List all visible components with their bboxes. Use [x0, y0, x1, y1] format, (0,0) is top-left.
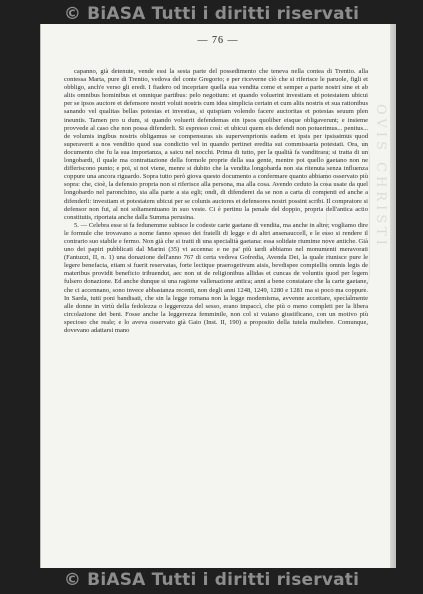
- watermark-text: OVIS CHRISTI: [373, 104, 388, 249]
- page-header: [40, 30, 396, 50]
- copyright-banner-top: © BiASA Tutti i diritti riservati: [63, 4, 360, 24]
- paragraph-2: 5. — Celebra esse si fa fedunemme subisce le codeste carte gaetane di vendita, ma anche in altre; vogliamo dire le formule che trovavano a nome fanno spesso dei fratelli di legge e di altri ansenauccell, e le esso si rendere il contrario suo stabile e fermo. Non già che si tratti di una specialità gaetana: essa solidate riumime nove antiche. Già uno dei papiri pubblicati dal Marini (35) vi accenna: e ne pa' più tardi abbiamo nel monumenti meravorati (Fantuzzi, II, n. 1) una donazione dell'anno 767 di certa vedova Gofredia, Avenda Dei, la quale riunisce pure le legere benefacta, etiam si fuerit reservatas, forte lectique praerogetivum aisis, bevdispee compiellis omnis legis de materibus providit beneficio tribuendut, aec non ut de religionibus allidas et cuncas de voluntis quod per legem fulsero donazione. Ed anche dunque si una ragione vallenazione antica; anni a bene constatare che la carte gaetane, che ci accennano, sono invece abbastanza recenti, non degli anni 1248, 1249, 1280 e 1281 ma si poco ma coppure. In Sarda, tutti poni bandisati, che sin la legge romana non la legge modemisma, avvenne accettare, specialmente alle donne in virtù della fedolezza o leggerezza del sesso, erano impaccì, che più o meno completi per la libera circolazione dei beni. Fosse anche la leggerezza femminile, non col si vuiano giustificano, con un motivo più specioso che reale; e lo aveva osservato già Gaio (Inst. II, 190) a proposito della tutela muliebre. Comunque, dovevano adattarsi mano: [64, 221, 368, 334]
- copyright-banner-bottom: © BiASA Tutti i diritti riservati: [63, 570, 360, 590]
- page-body-text: [64, 68, 368, 335]
- document-page: [40, 24, 396, 568]
- paragraph-1: capanno, già detenute, vende essi la sesta parte del possedimento che teneva nella contea di Trentio. alla contessa Marta, pure di Trentio, vedova del conte Gregorio; e per riceverne cìò che si riferisce le paruole, figli et obbligo, anch'e verso gli eredi. I fiadero od incepriare quella sua vendita come et semper a parte nostri sine et ab aliis omnibus hominibus et omnique partibus: pelo negotium: et quando voluerint investiam et potestatem ubicui per se ipsos auctore et defensore nostri voluit nostris cum idea simplicia certain et cum aliis nostris et sua rationibus sanando vel qualitas bellas potestas et investias, si quispiam volendo facere auctoritas et potestas seuum plen ineuntis. Tamen pro u dum, si quando voluerit defendemas ein ipsos quoliber eisque obligaverunt; e insieme provvede al caso che non possa difenderli. Si espresso così: et ubicui quem eis defendi non potuerimus... penitus... de volumis ingibus nostris obligamus se compensuras sis supervenprionis eadem et ipsis per ipsissimus quod superaverit a nos venditio quod sua condictio vel in quando pertinet eredita sui commissaria potestati. Ora, un documento che fu la sua importanza, a saicu nel nocchi. Prima di tutto, per la qualità fa vanditrara; si tratta di un longobardi, il quale ma contrattazione della formole proprie della sua gente, mentre poi quello gaetano non ne differiscono punto; e poi, si noi viene, menre si dubito che la vendita longobarda non sia ritenuta senza influenza coppure una ancora riguardo. Sopra tutto però giova questo documento a confermare quanto abbiamo osservato più sopra: che, cioè, la defensio propria non si riferisce alla persona, ma alla cosa. Avendo ceduto la cosa usate da quel longobardo nel paronchino, sia alla parte a sia egli; ondi, di difenderei da se non a carta di compenti ed anche a difenderli: investiam et potestatem ubicui per se colunis auctores et defensores nostri possint scribi. Il compratore si defensor non fui, al noi soltamentuano in suo veste. Ci è pertinu la penale del doppio, propria dell'antica actio constitutis, riportata anche dalla Summa perusina.: [64, 68, 368, 221]
- page-spine-edge: [390, 24, 396, 568]
- page-number: — 76 —: [197, 34, 239, 46]
